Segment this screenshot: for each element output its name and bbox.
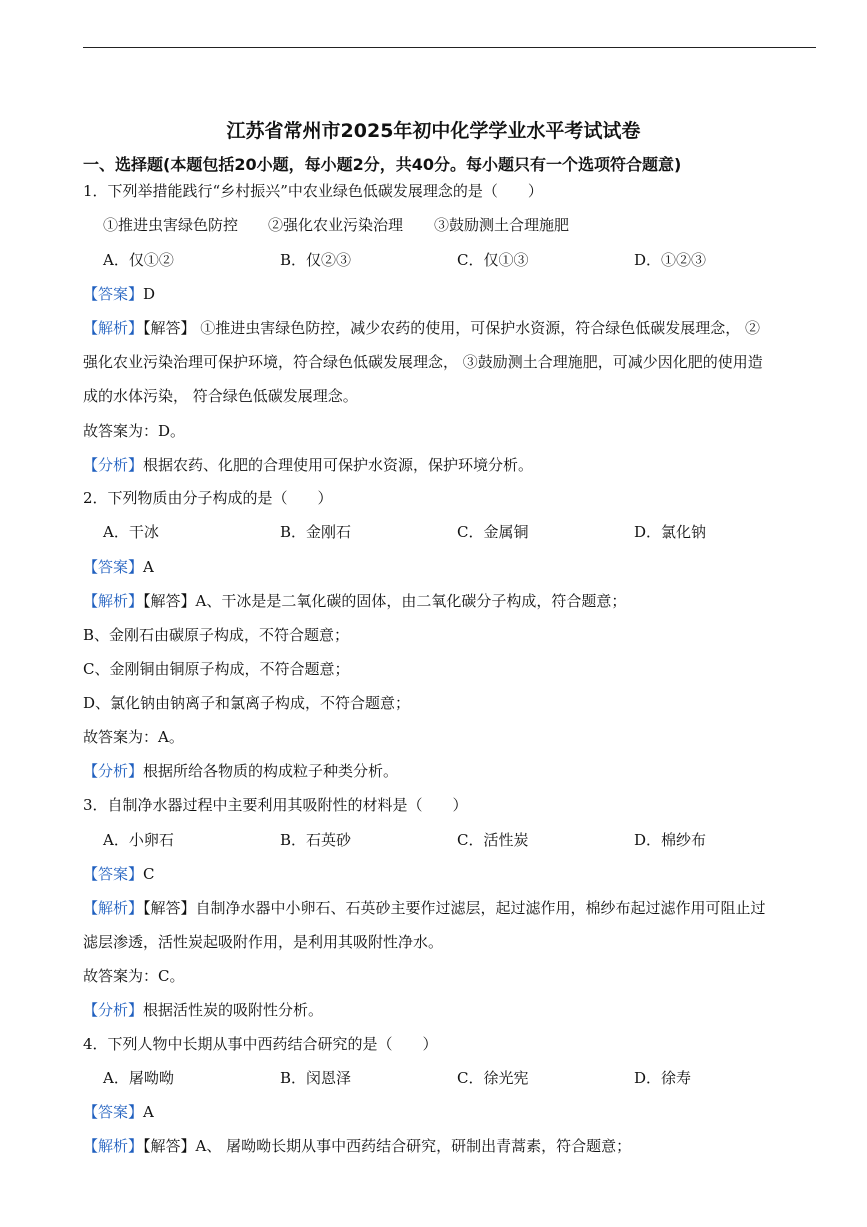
q3-option-a: A．小卵石: [103, 831, 174, 849]
q2-analysis-line-4: D、氯化钠由钠离子和氯离子构成，不符合题意；: [83, 694, 411, 712]
q2-analysis-line-1: [83, 591, 626, 611]
q1-option-b: B．仅②③: [280, 251, 352, 269]
q1-analysis-line-2: 强化农业污染治理可保护环境，符合绿色低碳发展理念， ③鼓励测土合理施肥，可减少因化肥的使用造: [83, 353, 763, 371]
answer-tag: 【答案】: [83, 558, 144, 576]
q4-option-a: A．屠呦呦: [103, 1069, 174, 1087]
page-title: 江苏省常州市2025年初中化学学业水平考试试卷: [226, 120, 641, 142]
q1-answer: [83, 284, 155, 304]
q3-analysis-line-2: 滤层渗透，活性炭起吸附作用，是利用其吸附性净水。: [83, 933, 444, 951]
fenxi-text: 根据活性炭的吸附性分析。: [143, 1001, 324, 1019]
q2-answer: [83, 557, 154, 577]
fenxi-tag: 【分析】: [83, 762, 144, 780]
answer-tag: 【答案】: [83, 285, 144, 303]
q2-stem: 2．下列物质由分子构成的是（ ）: [83, 489, 333, 507]
q2-option-a: A．干冰: [103, 523, 159, 541]
analysis-text: 【解答】A、干冰是是二氧化碳的固体，由二氧化碳分子构成，符合题意；: [143, 592, 627, 610]
q2-option-c: C．金属铜: [457, 523, 529, 541]
q1-stem: 1．下列举措能践行“乡村振兴”中农业绿色低碳发展理念的是（ ）: [83, 182, 543, 200]
q3-conclusion: 故答案为：C。: [83, 967, 185, 985]
q3-stem: 3．自制净水器过程中主要利用其吸附性的材料是（ ）: [83, 796, 468, 814]
analysis-text: 【解答】 ①推进虫害绿色防控，减少农药的使用，可保护水资源，符合绿色低碳发展理念， ②: [143, 319, 761, 337]
q2-conclusion: 故答案为：A。: [83, 728, 184, 746]
answer-value: C: [143, 865, 155, 883]
q2-option-b: B．金刚石: [280, 523, 352, 541]
q4-option-d: D．徐寿: [634, 1069, 692, 1087]
answer-value: D: [143, 285, 156, 303]
q2-analysis-line-3: C、金刚铜由铜原子构成，不符合题意；: [83, 660, 350, 678]
analysis-text: 【解答】A、 屠呦呦长期从事中西药结合研究，研制出青蒿素，符合题意；: [143, 1137, 632, 1155]
answer-value: A: [143, 1103, 154, 1121]
q2-analysis-line-2: B、金刚石由碳原子构成，不符合题意；: [83, 626, 350, 644]
q4-stem: 4．下列人物中长期从事中西药结合研究的是（ ）: [83, 1035, 438, 1053]
q3-option-b: B．石英砂: [280, 831, 352, 849]
q3-option-c: C．活性炭: [457, 831, 529, 849]
q3-analysis-line-1: [83, 898, 766, 918]
fenxi-text: 根据农药、化肥的合理使用可保护水资源，保护环境分析。: [143, 456, 534, 474]
analysis-text: 【解答】自制净水器中小卵石、石英砂主要作过滤层，起过滤作用，棉纱布起过滤作用可阻止过: [143, 899, 766, 917]
q2-option-d: D．氯化钠: [634, 523, 707, 541]
q1-item-1: ①推进虫害绿色防控: [103, 216, 239, 234]
q1-analysis-line-1: [83, 318, 760, 338]
answer-tag: 【答案】: [83, 1103, 144, 1121]
fenxi-text: 根据所给各物质的构成粒子种类分析。: [143, 762, 399, 780]
q3-option-d: D．棉纱布: [634, 831, 707, 849]
q1-fenxi: [83, 455, 533, 475]
fenxi-tag: 【分析】: [83, 456, 144, 474]
q1-item-3: ③鼓励测土合理施肥: [434, 216, 570, 234]
q1-item-2: ②强化农业污染治理: [268, 216, 404, 234]
q4-option-c: C．徐光宪: [457, 1069, 529, 1087]
q3-fenxi: [83, 1000, 323, 1020]
analysis-tag: 【解析】: [83, 899, 144, 917]
analysis-tag: 【解析】: [83, 1137, 144, 1155]
answer-tag: 【答案】: [83, 865, 144, 883]
q3-answer: [83, 864, 155, 884]
q1-option-d: D．①②③: [634, 251, 707, 269]
q1-option-c: C．仅①③: [457, 251, 529, 269]
answer-value: A: [143, 558, 154, 576]
q4-analysis-line-1: [83, 1136, 631, 1156]
header-rule: [83, 47, 816, 48]
q1-analysis-line-3: 成的水体污染， 符合绿色低碳发展理念。: [83, 387, 358, 405]
q1-option-a: A．仅①②: [103, 251, 174, 269]
analysis-tag: 【解析】: [83, 592, 144, 610]
q1-conclusion: 故答案为：D。: [83, 422, 186, 440]
q2-fenxi: [83, 761, 398, 781]
section-heading: 一、选择题(本题包括20小题，每小题2分，共40分。每小题只有一个选项符合题意): [83, 155, 682, 174]
fenxi-tag: 【分析】: [83, 1001, 144, 1019]
analysis-tag: 【解析】: [83, 319, 144, 337]
q4-answer: [83, 1102, 154, 1122]
q4-option-b: B．闵恩泽: [280, 1069, 352, 1087]
